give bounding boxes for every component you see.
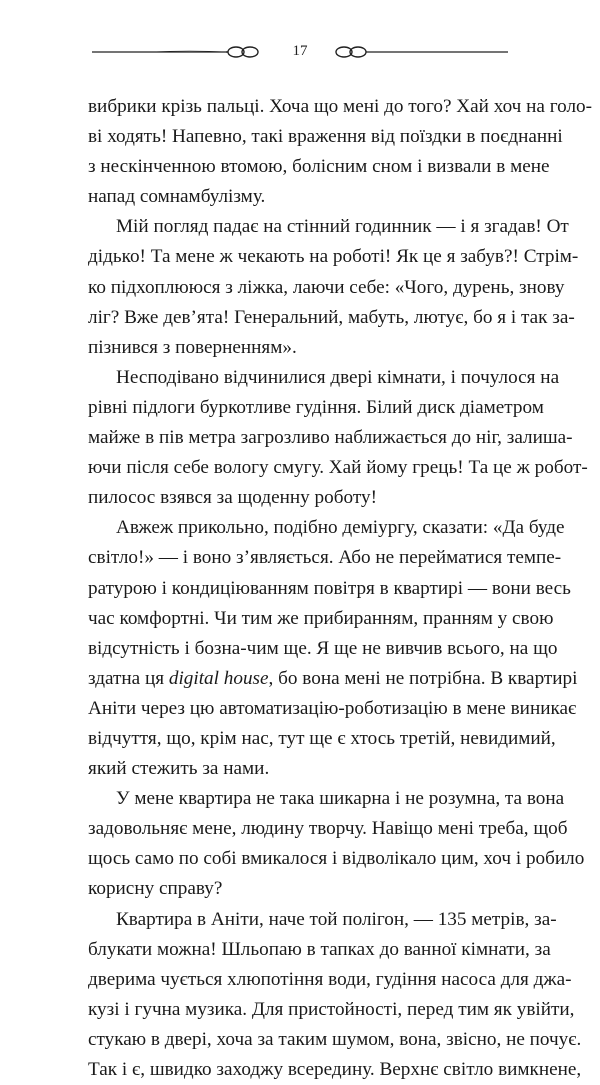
text-line: У мене квартира не така шикарна і не розумна, та вона [116, 788, 565, 810]
text-line: стукаю в двері, хоча за таким шумом, вона, звісно, не почує. [88, 1028, 582, 1050]
text-line: задовольняє мене, людину творчу. Навіщо мені треба, щоб [88, 818, 568, 840]
text-line: ко підхоплююся з ліжка, лаючи себе: «Чого, дурень, знову [88, 276, 565, 298]
text-line: кузі і гучна музика. Для пристойності, перед тим як увійти, [88, 998, 575, 1020]
paragraph [60, 513, 578, 784]
text-line: Аніти через цю автоматизацію-роботизацію в мене виникає [88, 697, 577, 719]
text-line: пізнився з поверненням». [88, 336, 297, 358]
text-line: Мій погляд падає на стінний годинник — і я згадав! От [116, 216, 569, 238]
paragraph [60, 784, 585, 904]
text-line: відсутність і бозна-чим ще. Я ще не вивчив всього, на що [88, 637, 558, 659]
paragraph [60, 363, 588, 513]
paragraph [60, 212, 579, 362]
text-line: Несподівано відчинилися двері кімнати, і почулося на [116, 366, 560, 388]
text-line: Так і є, швидко заходжу всередину. Верхнє світло вимкнене, [88, 1059, 582, 1080]
text-line: відчуття, що, крім нас, тут ще є хтось третій, невидимий, [88, 727, 556, 749]
text-line: майже в пів метра загрозливо наближається до ніг, залиша- [88, 427, 573, 449]
text-line: рівні підлоги буркотливе гудіння. Білий диск діаметром [88, 396, 544, 418]
text-line: пилосос взявся за щоденну роботу! [88, 487, 377, 509]
page-header [0, 38, 600, 68]
page-body [60, 92, 593, 1085]
text-line: ратурою і кондиціюванням повітря в квартирі — вони весь [88, 577, 571, 599]
paragraph [60, 92, 593, 212]
text-line: Квартира в Аніти, наче той полігон, — 135 метрів, за- [116, 908, 557, 930]
text-line: корисну справу? [88, 878, 223, 900]
text-line: який стежить за нами. [88, 758, 270, 780]
page-number: 17 [292, 43, 308, 59]
text-line: здатна ця digital house, бо вона мені не потрібна. В квартирі [88, 667, 578, 689]
text-line: час комфортні. Чи тим же прибиранням, пранням у свою [88, 607, 554, 629]
text-line: дідько! Та мене ж чекають на роботі! Як це я забув?! Стрім- [88, 246, 579, 268]
text-line: напад сомнамбулізму. [88, 186, 266, 208]
text-line: ючи після себе вологу смугу. Хай йому грець! Та це ж робот- [88, 457, 588, 479]
text-line: вибрики крізь пальці. Хоча що мені до того? Хай хоч на голо- [88, 96, 593, 117]
italic-phrase: digital house [168, 667, 269, 689]
text-line: ві ходять! Напевно, такі враження від поїздки в поєднанні [88, 126, 563, 148]
text-line: з нескінченною втомою, болісним сном і визвали в мене [88, 156, 550, 178]
paragraph [60, 905, 582, 1085]
text-line: Авжеж прикольно, подібно деміургу, сказати: «Да буде [116, 517, 565, 539]
text-line: дверима чується хлюпотіння води, гудіння насоса для джа- [88, 968, 572, 990]
text-line: щось само по собі вмикалося і відволікало цим, хоч і робило [88, 848, 585, 870]
text-line: ліг? Вже дев’ята! Генеральний, мабуть, лютує, бо я і так за- [88, 306, 575, 328]
text-line: блукати можна! Шльопаю в тапках до ванної кімнати, за [88, 938, 551, 960]
text-line: світло!» — і воно з’являється. Або не перейматися темпе- [88, 547, 562, 569]
